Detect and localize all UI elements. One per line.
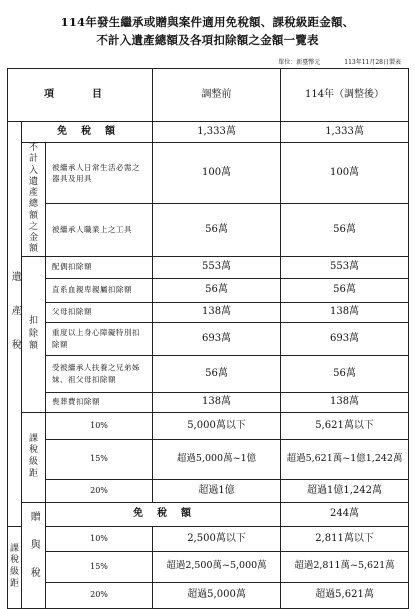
col-before-header: 調整前 bbox=[153, 69, 281, 122]
row-label: 被繼承人職業上之工具 bbox=[46, 203, 153, 256]
table-row bbox=[8, 256, 409, 278]
cell-before: 2,500萬以下 bbox=[153, 526, 281, 551]
document-title-line2: 不計入遺產總額及各項扣除額之金額一覽表 bbox=[96, 33, 319, 47]
gift-bracket-label: 課稅級距 bbox=[8, 526, 22, 608]
cell-before: 5,000萬以下 bbox=[153, 412, 281, 439]
excluded-group-label: 不計入遺產總額之金額 bbox=[22, 143, 46, 257]
col-after-header: 114年（調整後） bbox=[281, 69, 409, 122]
table-row bbox=[8, 479, 409, 502]
gift-exemption-label: 免 稅 額 bbox=[46, 502, 281, 526]
gift-tax-label: 贈與稅 bbox=[22, 502, 46, 608]
cell-before: 超過2,500萬~5,000萬 bbox=[153, 551, 281, 582]
cell-before: 553萬 bbox=[153, 256, 281, 278]
cell-before: 100萬 bbox=[153, 143, 281, 204]
table-row bbox=[8, 203, 409, 256]
cell-after: 56萬 bbox=[281, 355, 409, 392]
deduction-group-label: 扣除額 bbox=[22, 256, 46, 412]
table-row bbox=[8, 302, 409, 322]
table-row bbox=[8, 412, 409, 439]
fee-table bbox=[7, 68, 409, 609]
row-label: 被繼承人日常生活必需之器具及用具 bbox=[46, 143, 153, 204]
table-row bbox=[8, 355, 409, 392]
rate-cell: 20% bbox=[46, 479, 153, 502]
date-label: 113年11月28日製表 bbox=[344, 59, 401, 66]
estate-exemption-label: 免 稅 額 bbox=[22, 122, 153, 143]
cell-before: 138萬 bbox=[153, 302, 281, 322]
row-label: 直系血親卑親屬扣除額 bbox=[46, 278, 153, 302]
cell-before: 超過5,000萬~1億 bbox=[153, 439, 281, 479]
estate-bracket-label: 課稅級距 bbox=[22, 412, 46, 502]
cell-after: 553萬 bbox=[281, 256, 409, 278]
cell-after: 138萬 bbox=[281, 302, 409, 322]
cell-before: 56萬 bbox=[153, 203, 281, 256]
row-label: 配偶扣除額 bbox=[46, 256, 153, 278]
cell-after: 56萬 bbox=[281, 278, 409, 302]
table-row bbox=[8, 551, 409, 582]
table-row bbox=[8, 526, 409, 551]
cell-before: 56萬 bbox=[153, 278, 281, 302]
table-row bbox=[8, 392, 409, 412]
unit-label: 單位：新臺幣元 bbox=[278, 59, 321, 66]
cell-before: 693萬 bbox=[153, 322, 281, 355]
row-label: 喪葬費扣除額 bbox=[46, 392, 153, 412]
row-label: 受被繼承人扶養之兄弟姊妹、祖父母扣除額 bbox=[46, 355, 153, 392]
table-row bbox=[8, 122, 409, 143]
table-row bbox=[8, 143, 409, 204]
cell-before: 56萬 bbox=[153, 355, 281, 392]
cell-after: 100萬 bbox=[281, 143, 409, 204]
estate-tax-label: 遺產稅 bbox=[8, 122, 22, 527]
unit-note bbox=[278, 57, 401, 66]
cell-after: 138萬 bbox=[281, 392, 409, 412]
rate-cell: 15% bbox=[46, 439, 153, 479]
cell-after: 超過5,621萬 bbox=[281, 582, 409, 608]
cell-after: 5,621萬以下 bbox=[281, 412, 409, 439]
cell-before: 1,333萬 bbox=[153, 122, 281, 143]
table-row bbox=[8, 439, 409, 479]
table-row bbox=[8, 502, 409, 526]
rate-cell: 10% bbox=[46, 412, 153, 439]
cell-before: 超過5,000萬 bbox=[153, 582, 281, 608]
header-row bbox=[8, 69, 409, 122]
cell-after: 1,333萬 bbox=[281, 122, 409, 143]
row-label: 重度以上身心障礙特別扣除額 bbox=[46, 322, 153, 355]
table-row bbox=[8, 582, 409, 608]
cell-after: 超過5,621萬~1億1,242萬 bbox=[281, 439, 409, 479]
row-label: 父母扣除額 bbox=[46, 302, 153, 322]
cell-after: 超過1億1,242萬 bbox=[281, 479, 409, 502]
cell-before: 244萬 bbox=[281, 502, 409, 526]
cell-after: 超過2,811萬~5,621萬 bbox=[281, 551, 409, 582]
cell-after: 2,811萬以下 bbox=[281, 526, 409, 551]
document-title-line1: 114年發生繼承或贈與案件適用免稅額、課稅級距金額、 bbox=[60, 15, 355, 29]
cell-before: 138萬 bbox=[153, 392, 281, 412]
item-header: 項 目 bbox=[8, 69, 153, 122]
rate-cell: 15% bbox=[46, 551, 153, 582]
cell-before: 超過1億 bbox=[153, 479, 281, 502]
table-row bbox=[8, 322, 409, 355]
cell-after: 693萬 bbox=[281, 322, 409, 355]
table-row bbox=[8, 278, 409, 302]
cell-after: 56萬 bbox=[281, 203, 409, 256]
rate-cell: 10% bbox=[46, 526, 153, 551]
rate-cell: 20% bbox=[46, 582, 153, 608]
